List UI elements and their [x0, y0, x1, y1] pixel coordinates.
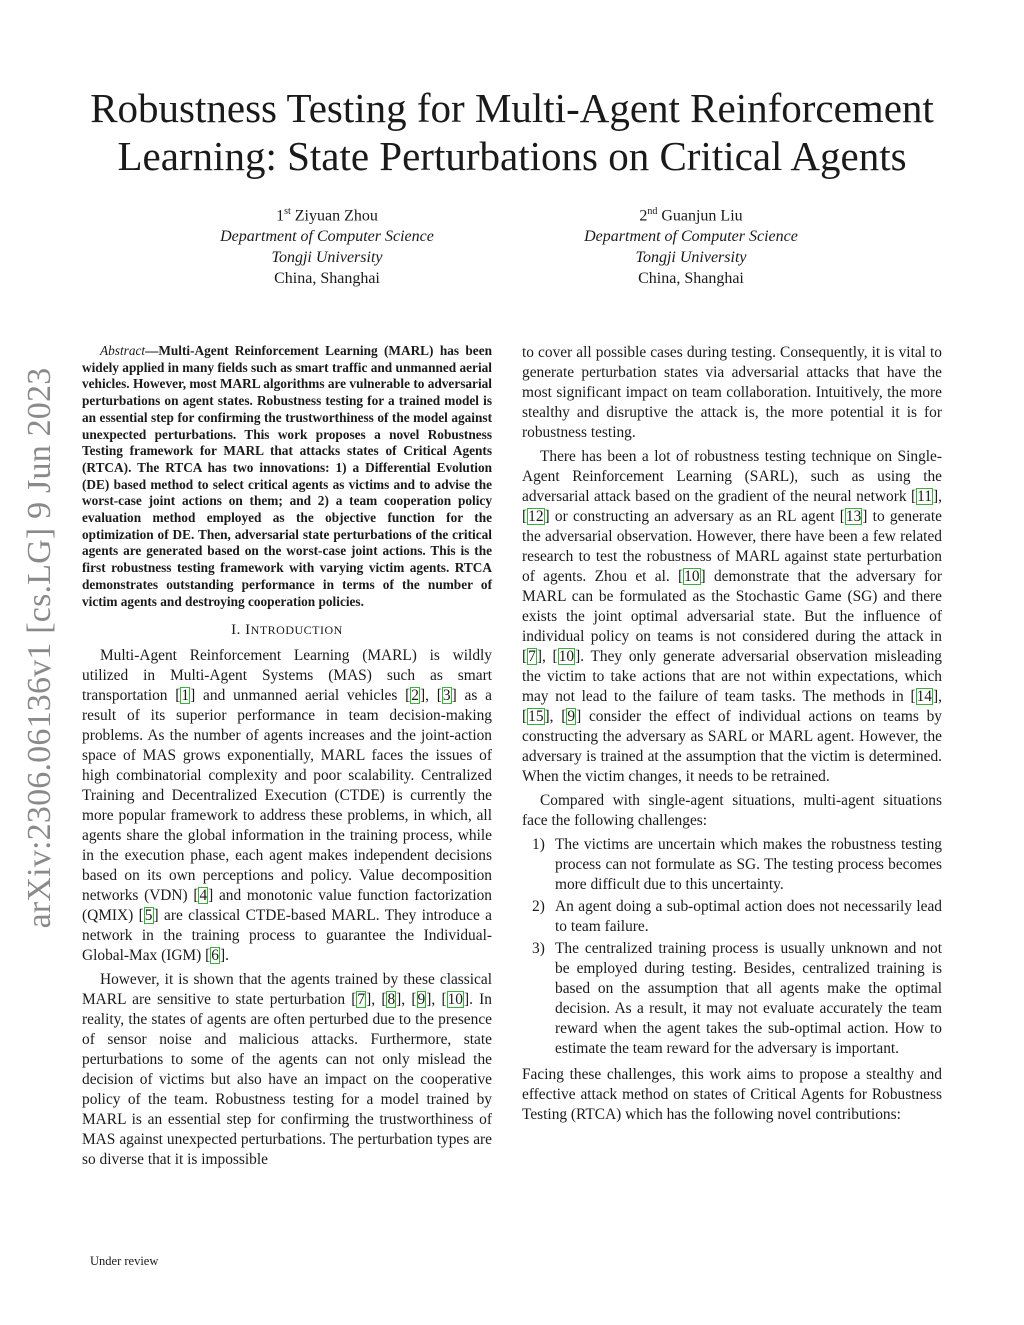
author-block-2 [541, 201, 841, 289]
paper-title: Robustness Testing for Multi-Agent Reinforcement Learning: State Perturbations on Critical Agents [90, 85, 934, 179]
citation-link[interactable]: 15 [528, 708, 544, 725]
citation-link[interactable]: 4 [199, 887, 208, 905]
citation-link[interactable]: 10 [447, 991, 463, 1009]
abstract: Abstract—Multi-Agent Reinforcement Learning (MARL) has been widely applied in many fields such as smart traffic and unmanned aerial vehicles. However, most MARL algorithms are vulnerable to adversarial perturbations on agent states. Robustness testing for a trained model is an essential step for confirming the trustworthiness of the model against unexpected perturbations. This work proposes a novel Robustness Testing framework for MARL that attacks states of Critical Agents (RTCA). The RTCA has two innovations: 1) a Differential Evolution (DE) based method to select critical agents as victims and to advise the worst-case joint actions on them; and 2) a team cooperation policy evaluation method employed as the objective function for the optimization of DE. Then, adversarial state perturbations of the critical agents are generated based on the worst-case joint actions. This is the first robustness testing framework with varying victim agents. RTCA demonstrates outstanding performance in terms of the number of victim agents and destroying cooperation policies. [82, 343, 492, 609]
list-item [522, 835, 942, 895]
author-name: 1st Ziyuan Zhou [276, 206, 378, 225]
list-item [522, 939, 942, 1059]
list-item-number: 3) [532, 940, 545, 957]
author-block-1 [177, 201, 477, 289]
citation-link[interactable]: 7 [528, 648, 536, 665]
intro-paragraph-1: Multi-Agent Reinforcement Learning (MARL) is wildly utilized in Multi-Agent Systems (MAS) such as smart transportation [1] and unmanned aerial vehicles [2], [3] as a result of its superior performance in team decision-making problems. As the number of agents increases and the joint-action space of MAS grows exponentially, MARL faces the issues of high combinatorial complexity and poor scalability. Centralized Training and Decentralized Execution (CTDE) is currently the more popular framework to address these problems, in which, all agents share the global information in the training process, while in the execution phase, each agent makes independent decisions based on its own perceptions and policy. Value decomposition networks (VDN) [4] and monotonic value function factorization (QMIX) [5] are classical CTDE-based MARL. They introduce a network in the training process to guarantee the Individual-Global-Max (IGM) [6]. [82, 647, 493, 965]
list-item [522, 897, 942, 937]
citation-link[interactable]: 9 [417, 991, 426, 1009]
author-location: China, Shanghai [638, 270, 744, 288]
citation-link[interactable]: 1 [181, 687, 190, 705]
right-column [522, 343, 942, 1129]
list-item-text: The victims are uncertain which makes the robustness testing process can not formulate as SG. The testing process becomes more difficult due to this uncertainty. [555, 836, 942, 893]
list-item-text: An agent doing a sub-optimal action does not necessarily lead to team failure. [555, 898, 942, 935]
abstract-text: Multi-Agent Reinforcement Learning (MARL) has been widely applied in many fields such as smart traffic and unmanned aerial vehicles. However, most MARL algorithms are vulnerable to adversarial perturbations on agent states. Robustness testing for a trained model is an essential step for confirming the trustworthiness of the model against unexpected perturbations. This work proposes a novel Robustness Testing framework for MARL that attacks states of Critical Agents (RTCA). The RTCA has two innovations: 1) a Differential Evolution (DE) based method to select critical agents as victims and to advise the worst-case joint actions on them; and 2) a team cooperation policy evaluation method employed as the objective function for the optimization of DE. Then, adversarial state perturbations of the critical agents are generated based on the worst-case joint actions. This is the first robustness testing framework with varying victim agents. RTCA demonstrates outstanding performance in terms of the number of victim agents and destroying cooperation policies. [82, 343, 492, 609]
footer-note: Under review [90, 1254, 159, 1268]
citation-link[interactable]: 3 [442, 687, 451, 705]
citation-link[interactable]: 14 [916, 688, 932, 705]
author-department: Department of Computer Science [220, 228, 434, 246]
author-name: 2nd Guanjun Liu [639, 206, 743, 225]
citation-link[interactable]: 12 [528, 508, 544, 525]
author-department: Department of Computer Science [584, 228, 798, 246]
citation-link[interactable]: 5 [144, 907, 153, 925]
arxiv-id[interactable]: arXiv:2306.06136v1 [cs.LG] 9 Jun 2023 [21, 367, 58, 929]
citation-link[interactable]: 11 [917, 488, 932, 505]
list-item-number: 1) [532, 836, 545, 853]
list-item-number: 2) [532, 898, 545, 915]
citation-link[interactable]: 6 [211, 947, 219, 965]
intro-paragraph-3: to cover all possible cases during testing. Consequently, it is vital to generate perturbation states via adversarial attacks that have the most significant impact on team collaboration. Intuitively, the more stealthy and disruptive the attack is, the more potential it is for robustness testing. [522, 344, 942, 441]
challenges-list [522, 835, 942, 1059]
left-column [82, 343, 492, 1174]
intro-paragraph-2: However, it is shown that the agents trained by these classical MARL are sensitive to state perturbation [7], [8], [9], [10]. In reality, the states of agents are often perturbed due to the presence of sensor noise and malicious attacks. Furthermore, state perturbations to some of the agents can not only mislead the decision of victims but also have an impact on the cooperative policy of the team. Robustness testing for a model trained by MARL is an essential step for confirming the trustworthiness of MAS against unexpected perturbations. The perturbation types are so diverse that it is impossible [82, 971, 492, 1169]
citation-link[interactable]: 9 [567, 708, 576, 725]
intro-paragraph-4: There has been a lot of robustness testing technique on Single-Agent Reinforcement Learning (SARL), such as using the adversarial attack based on the gradient of the neural network [11], [12] or constructing an adversary as an RL agent [13] to generate the adversarial observation. However, there have been a few related research to test the robustness of MARL against state perturbation of agents. Zhou et al. [10] demonstrate that the adversary for MARL can be formulated as the Stochastic Game (SG) and there exists the joint optimal adversarial state. But the influence of individual policy on teams is not considered during the attack in [7], [10]. They only generate adversarial observation misleading the victim to take actions that are not within expectations, which may not lead to the failure of team tasks. The methods in [14], [15], [9] consider the effect of individual actions on teams by constructing the adversary as SARL or MARL agent. However, the adversary is trained at the assumption that the victim is determined. When the victim changes, it needs to be retrained. [522, 448, 942, 785]
author-university: Tongji University [271, 249, 383, 267]
abstract-label: Abstract [100, 343, 146, 358]
citation-link[interactable]: 10 [684, 568, 700, 585]
section-heading-introduction: I. INTRODUCTION [231, 622, 343, 639]
citation-link[interactable]: 13 [845, 508, 862, 525]
citation-link[interactable]: 7 [357, 991, 366, 1009]
author-university: Tongji University [635, 249, 747, 267]
list-item-text: The centralized training process is usually unknown and not be employed during testing. Besides, centralized training is based on the assumption that all agents make the optimal decision. As a result, it may not evaluate accurately the team reward when the agent takes the sub-optimal action. How to estimate the team reward for the adversary is important. [555, 940, 942, 1057]
citation-link[interactable]: 2 [411, 687, 419, 705]
citation-link[interactable]: 10 [558, 648, 575, 665]
citation-link[interactable]: 8 [387, 991, 396, 1009]
intro-paragraph-5: Compared with single-agent situations, multi-agent situations face the following challenges: [522, 792, 942, 829]
intro-paragraph-6: Facing these challenges, this work aims to propose a stealthy and effective attack method on states of Critical Agents for Robustness Testing (RTCA) which has the following novel contributions: [522, 1066, 942, 1123]
author-location: China, Shanghai [274, 270, 380, 288]
